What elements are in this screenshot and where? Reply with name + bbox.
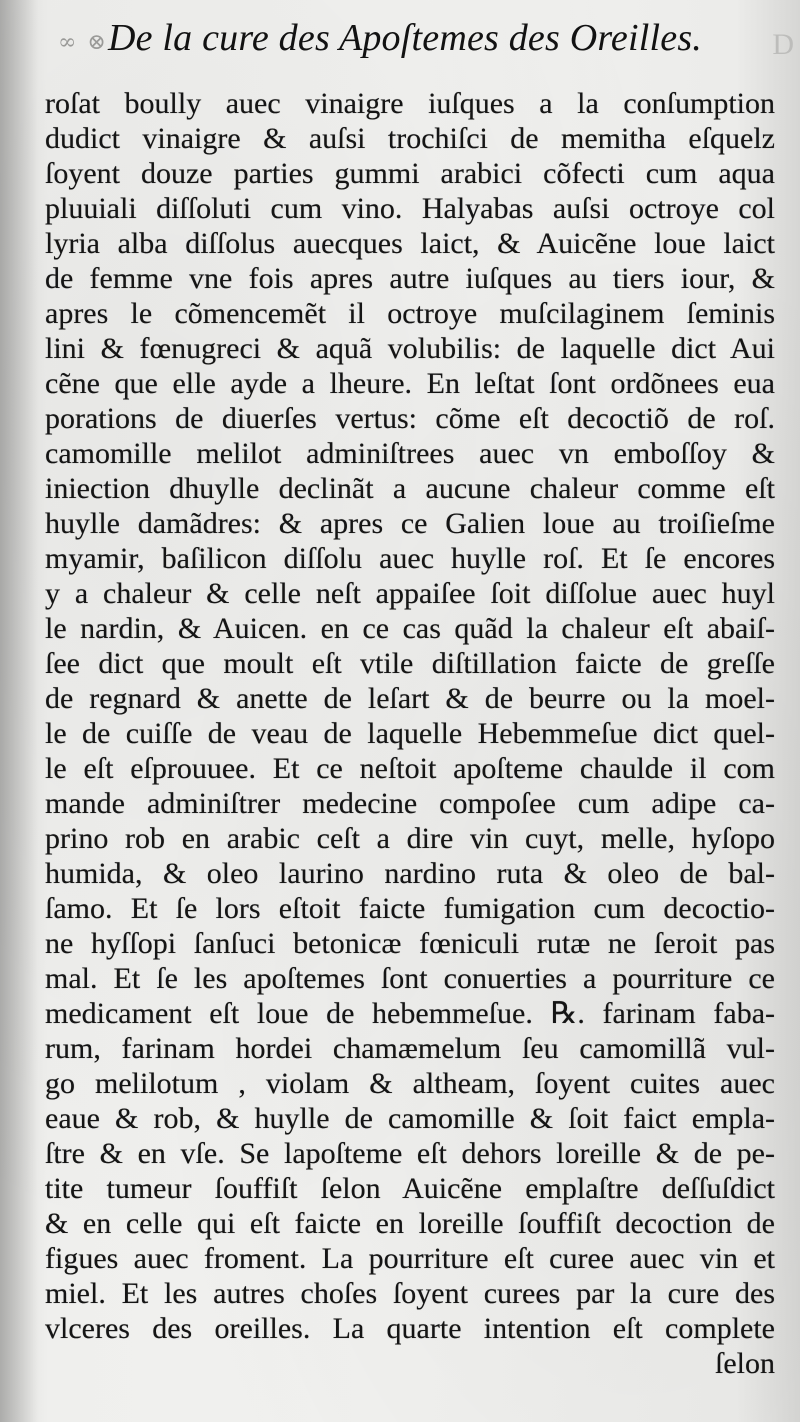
text-line: ſee dict que moult eſt vtile diſtillation faicte de greſſe xyxy=(45,647,775,680)
ornament-glyph: ∞ ⊗ xyxy=(58,30,108,55)
text-line: medicament eſt loue de hebemmeſue. ℞. farinam faba- xyxy=(45,997,775,1030)
text-line: ſamo. Et ſe lors eſtoit faicte fumigation cum decoctio- xyxy=(45,892,775,925)
text-line: y a chaleur & celle neſt appaiſee ſoit diſſolue auec huyl xyxy=(45,577,775,610)
text-line: vlceres des oreilles. La quarte intention eſt complete xyxy=(45,1312,775,1345)
gutter-shadow xyxy=(0,0,38,1422)
text-line: de femme vne fois apres autre iuſques au tiers iour, & xyxy=(45,262,775,295)
text-line: humida, & oleo laurino nardino ruta & oleo de bal- xyxy=(45,857,775,890)
text-line: go melilotum , violam & altheam, ſoyent cuites auec xyxy=(45,1067,775,1100)
text-line: mande adminiſtrer medecine compoſee cum adipe ca- xyxy=(45,787,775,820)
text-line: le nardin, & Auicen. en ce cas quãd la chaleur eſt abaiſ- xyxy=(45,612,775,645)
text-line: mal. Et ſe les apoſtemes ſont conuerties a pourriture ce xyxy=(45,962,775,995)
text-line: camomille melilot adminiſtrees auec vn emboſſoy & xyxy=(45,437,775,470)
text-line: rum, farinam hordei chamæmelum ſeu camomillã vul- xyxy=(45,1032,775,1065)
text-line: le de cuiſſe de veau de laquelle Hebemmeſue dict quel- xyxy=(45,717,775,750)
text-line: & en celle qui eſt faicte en loreille ſouffiſt decoction de xyxy=(45,1207,775,1240)
text-line: miel. Et les autres choſes ſoyent curees par la cure des xyxy=(45,1277,775,1310)
text-line: tite tumeur ſouffiſt ſelon Auicẽne emplaſtre deſſuſdict xyxy=(45,1172,775,1205)
catchword: ſelon xyxy=(715,1347,775,1380)
text-line: dudict vinaigre & auſsi trochiſci de memitha eſquelz xyxy=(45,122,775,155)
page-title: De la cure des Apoſtemes des Oreilles. xyxy=(108,17,703,59)
text-line: ſoyent douze parties gummi arabici cõfecti cum aqua xyxy=(45,157,775,190)
running-head xyxy=(0,10,800,66)
text-line: prino rob en arabic ceſt a dire vin cuyt, melle, hyſopo xyxy=(45,822,775,855)
text-line: cẽne que elle ayde a lheure. En leſtat ſont ordõnees eua xyxy=(45,367,775,400)
text-line: figues auec froment. La pourriture eſt curee auec vin et xyxy=(45,1242,775,1275)
text-line: de regnard & anette de leſart & de beurre ou la moel- xyxy=(45,682,775,715)
text-line: pluuiali diſſoluti cum vino. Halyabas auſsi octroye col xyxy=(45,192,775,225)
text-line: roſat boully auec vinaigre iuſques a la conſumption xyxy=(45,87,775,120)
text-line: ſtre & en vſe. Se lapoſteme eſt dehors loreille & de pe- xyxy=(45,1137,775,1170)
text-line: ne hyſſopi ſanſuci betonicæ fœniculi rutæ ne ſeroit pas xyxy=(45,927,775,960)
text-line: eaue & rob, & huylle de camomille & ſoit faict empla- xyxy=(45,1102,775,1135)
text-line: apres le cõmencemẽt il octroye muſcilaginem ſeminis xyxy=(45,297,775,330)
bleed-through-letter: D xyxy=(772,28,794,61)
text-line: lyria alba diſſolus auecques laict, & Auicẽne loue laict xyxy=(45,227,775,260)
text-line: iniection dhuylle declinãt a aucune chaleur comme eſt xyxy=(45,472,775,505)
text-line: le eſt eſprouuee. Et ce neſtoit apoſteme chaulde il com xyxy=(45,752,775,785)
text-line: huylle damãdres: & apres ce Galien loue au troiſieſme xyxy=(45,507,775,540)
text-line: lini & fœnugreci & aquã volubilis: de laquelle dict Aui xyxy=(45,332,775,365)
text-line: porations de diuerſes vertus: cõme eſt decoctiõ de roſ. xyxy=(45,402,775,435)
text-line: myamir, baſilicon diſſolu auec huylle roſ. Et ſe encores xyxy=(45,542,775,575)
